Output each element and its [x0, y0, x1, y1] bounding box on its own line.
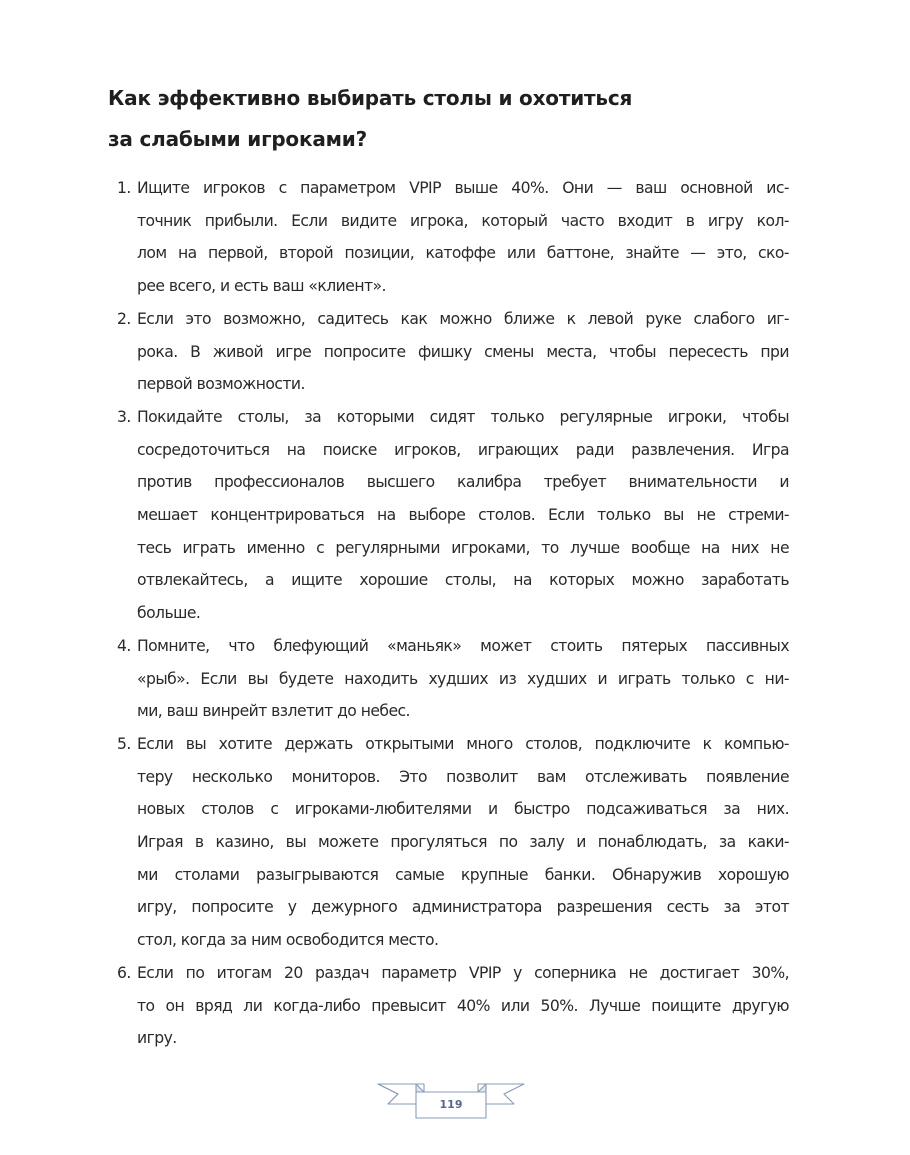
text-line: тесь играть именно с регулярными игроками, то лучше вообще на них не	[137, 538, 789, 557]
list-number: 1.	[117, 179, 131, 197]
text-line: новых столов с игроками-любителями и быстро подсаживаться за них.	[137, 800, 789, 819]
list-number: 6.	[117, 963, 131, 982]
tips-list	[117, 172, 789, 1055]
text-line: Если по итогам 20 раздач параметр VPIP у соперника не достигает 30%,	[137, 963, 789, 982]
list-item-1	[117, 172, 789, 303]
list-number: 4.	[117, 636, 131, 655]
text-line: сосредоточиться на поиске игроков, играющих ради развлечения. Игра	[137, 440, 789, 459]
list-number: 5.	[117, 734, 131, 753]
list-item-2	[117, 303, 789, 401]
heading-line-1: Как эффективно выбирать столы и охотиться	[108, 86, 633, 110]
text-line: ми, ваш винрейт взлетит до небес.	[137, 702, 410, 721]
text-line: рее всего, и есть ваш «клиент».	[137, 277, 386, 296]
list-item-3	[117, 401, 789, 630]
text-line: «рыб». Если вы будете находить худших из худших и играть только с ни-	[137, 669, 789, 688]
text-line: Ищите игроков с параметром VPIP выше 40%. Они — ваш основной ис-	[137, 179, 789, 197]
text-line: точник прибыли. Если видите игрока, который часто входит в игру кол-	[137, 211, 789, 230]
text-line: мешает концентрироваться на выборе столов. Если только вы не стреми-	[137, 506, 789, 525]
text-line: то он вряд ли когда-либо превысит 40% или 50%. Лучше поищите другую	[137, 996, 789, 1015]
heading-line-2: за слабыми игроками?	[108, 127, 368, 151]
text-line: рока. В живой игре попросите фишку смены места, чтобы пересесть при	[137, 342, 789, 361]
text-line: больше.	[137, 604, 201, 623]
list-item-5	[117, 728, 789, 957]
text-line: Играя в казино, вы можете прогуляться по залу и понаблюдать, за каки-	[137, 833, 789, 852]
text-line: отвлекайтесь, а ищите хорошие столы, на которых можно заработать	[137, 571, 789, 590]
list-item-4	[117, 630, 789, 728]
text-line: Если вы хотите держать открытыми много столов, подключите к компью-	[137, 734, 789, 753]
text-line: Покидайте столы, за которыми сидят только регулярные игроки, чтобы	[137, 407, 789, 426]
text-line: игру.	[137, 1029, 177, 1048]
text-line: Если это возможно, садитесь как можно ближе к левой руке слабого иг-	[137, 309, 789, 328]
text-line: лом на первой, второй позиции, катоффе или баттоне, знайте — это, ско-	[137, 244, 789, 263]
text-line: игру, попросите у дежурного администратора разрешения сесть за этот	[137, 898, 789, 917]
list-number: 3.	[117, 407, 131, 426]
page-number: 119	[439, 1098, 463, 1111]
list-item-6	[117, 957, 789, 1055]
list-number: 2.	[117, 309, 131, 328]
text-line: против профессионалов высшего калибра требует внимательности и	[137, 473, 789, 492]
section-heading	[108, 78, 728, 160]
page-number-banner	[376, 1080, 526, 1122]
text-line: стол, когда за ним освободится место.	[137, 931, 439, 950]
text-line: первой возможности.	[137, 375, 305, 394]
text-line: Помните, что блефующий «маньяк» может стоить пятерых пассивных	[137, 636, 789, 655]
text-line: теру несколько мониторов. Это позволит вам отслеживать появление	[137, 767, 789, 786]
text-line: ми столами разыгрываются самые крупные банки. Обнаружив хорошую	[137, 865, 789, 884]
